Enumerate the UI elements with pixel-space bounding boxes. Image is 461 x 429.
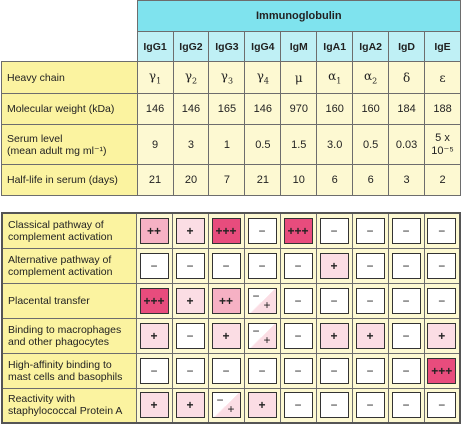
property-value-text: $\alpha_1$ — [328, 69, 342, 86]
indicator-symbol: − — [222, 363, 230, 378]
function-cell — [244, 248, 280, 283]
function-cell — [244, 353, 280, 388]
activity-indicator — [212, 218, 241, 244]
activity-indicator — [284, 358, 313, 384]
activity-indicator — [284, 253, 313, 279]
physical-properties-table — [1, 0, 461, 196]
isotype-header-iga1: IgA1 — [317, 32, 353, 62]
indicator-symbol: − — [294, 398, 302, 413]
property-value — [389, 165, 425, 196]
property-value — [173, 125, 209, 165]
activity-indicator — [392, 253, 421, 279]
function-cell — [424, 318, 460, 353]
property-value-text: 5 x 10⁻⁵ — [431, 132, 454, 157]
activity-indicator — [392, 323, 421, 349]
property-label-line2: (mean adult mg ml⁻¹) — [7, 144, 107, 157]
function-label-line1: Classical pathway of — [8, 218, 104, 231]
section-separator — [0, 205, 461, 210]
indicator-symbol: + — [222, 328, 230, 343]
activity-indicator — [176, 358, 205, 384]
subscript: 2 — [372, 76, 378, 86]
activity-indicator — [284, 288, 313, 314]
indicator-symbol: + — [366, 328, 374, 343]
function-label-line2: mast cells and basophils — [8, 370, 123, 383]
property-value-text: 6 — [331, 174, 338, 186]
activity-indicator — [320, 392, 349, 418]
function-cell — [352, 388, 388, 423]
property-value-text: 3 — [187, 138, 195, 151]
function-cell — [208, 388, 244, 423]
function-cell — [208, 353, 244, 388]
activity-indicator — [248, 392, 277, 418]
property-label — [2, 165, 138, 196]
function-cell — [352, 318, 388, 353]
property-value-text: 20 — [184, 174, 198, 186]
property-value-text: 0.03 — [395, 138, 418, 151]
property-value-text: ε — [439, 70, 446, 85]
activity-indicator — [212, 392, 241, 418]
function-cell — [424, 388, 460, 423]
function-cell — [136, 388, 172, 423]
function-cell — [316, 283, 352, 318]
function-cell — [352, 248, 388, 283]
isotype-header-igg3: IgG3 — [209, 32, 245, 62]
indicator-symbol: +++ — [215, 223, 237, 238]
property-value-text: 165 — [217, 103, 237, 115]
property-value — [317, 165, 353, 196]
indicator-symbol: − — [366, 223, 374, 238]
indicator-symbol: − — [438, 258, 446, 273]
function-cell — [172, 353, 208, 388]
indicator-symbol: + — [150, 328, 158, 343]
function-row — [2, 248, 460, 283]
indicator-symbol: − — [258, 258, 266, 273]
indicator-symbol-positive: + — [227, 402, 235, 417]
activity-indicator — [140, 358, 169, 384]
property-value-text: $\gamma_3$ — [220, 69, 234, 86]
activity-indicator — [176, 218, 205, 244]
function-cell — [316, 213, 352, 248]
isotype-header-igg2: IgG2 — [173, 32, 209, 62]
activity-indicator — [176, 253, 205, 279]
table-title: Immunoglobulin — [137, 1, 460, 32]
indicator-symbol: − — [186, 328, 194, 343]
indicator-symbol: − — [294, 258, 302, 273]
function-cell — [352, 353, 388, 388]
activity-indicator — [140, 392, 169, 418]
property-value-text: $\gamma_1$ — [148, 69, 162, 86]
function-cell — [424, 353, 460, 388]
indicator-symbol: − — [402, 293, 410, 308]
property-value-text: 188 — [433, 103, 452, 115]
function-cell — [352, 283, 388, 318]
property-value — [137, 165, 173, 196]
activity-indicator — [212, 288, 241, 314]
property-value-text: 146 — [145, 103, 165, 115]
property-value-text: $\gamma_4$ — [256, 69, 269, 86]
activity-indicator — [248, 323, 277, 349]
function-cell — [280, 248, 316, 283]
function-cell — [172, 248, 208, 283]
indicator-symbol: − — [366, 363, 374, 378]
function-row — [2, 318, 460, 353]
function-row — [2, 213, 460, 248]
property-value — [281, 125, 317, 165]
property-value — [389, 94, 425, 125]
function-cell — [136, 318, 172, 353]
function-cell — [136, 283, 172, 318]
subscript: 2 — [192, 76, 198, 86]
indicator-symbol: − — [150, 363, 158, 378]
isotype-header-iga2: IgA2 — [353, 32, 389, 62]
function-cell — [208, 318, 244, 353]
property-value — [281, 165, 317, 196]
property-value-text: 146 — [181, 103, 201, 115]
function-label-line2: complement activation — [8, 230, 113, 243]
activity-indicator — [176, 392, 205, 418]
activity-indicator — [320, 253, 349, 279]
property-value-text: 6 — [367, 174, 374, 186]
function-cell — [280, 213, 316, 248]
function-cell — [316, 318, 352, 353]
activity-indicator — [356, 218, 385, 244]
function-cell — [172, 213, 208, 248]
function-label — [2, 353, 136, 388]
property-value — [209, 165, 245, 196]
property-value — [353, 125, 389, 165]
isotype-header-igg4: IgG4 — [245, 32, 281, 62]
property-value-text: δ — [402, 70, 411, 85]
indicator-symbol: − — [330, 363, 338, 378]
activity-indicator — [427, 288, 456, 314]
property-label-text: Half-life in serum (days) — [7, 174, 118, 186]
property-row — [2, 165, 461, 196]
activity-indicator — [320, 323, 349, 349]
property-value-text: μ — [294, 70, 303, 85]
function-cell — [208, 283, 244, 318]
function-cell — [388, 388, 424, 423]
property-value-text: 146 — [253, 103, 273, 115]
function-cell — [244, 388, 280, 423]
function-cell — [136, 353, 172, 388]
indicator-symbol: − — [258, 363, 266, 378]
function-label-line1: Alternative pathway of — [8, 253, 112, 266]
function-cell — [280, 283, 316, 318]
indicator-symbol-negative: − — [216, 393, 224, 408]
activity-indicator — [356, 358, 385, 384]
isotype-header-igg1: IgG1 — [137, 32, 173, 62]
property-row — [2, 62, 461, 94]
property-value-text: 21 — [148, 174, 162, 186]
indicator-symbol-positive: + — [263, 297, 271, 312]
property-value-text: 0.5 — [362, 138, 379, 151]
indicator-symbol: + — [186, 223, 194, 238]
function-cell — [388, 353, 424, 388]
property-value-text: 3 — [403, 174, 410, 186]
property-value-text: 184 — [397, 103, 416, 115]
property-value — [173, 94, 209, 125]
subscript: 1 — [336, 76, 342, 86]
indicator-symbol: +++ — [143, 293, 165, 308]
property-value-text: 21 — [256, 174, 269, 186]
subscript: 4 — [263, 76, 269, 86]
property-value — [353, 165, 389, 196]
function-cell — [172, 388, 208, 423]
property-value — [425, 94, 461, 125]
property-value-text: 7 — [223, 174, 230, 186]
activity-indicator — [212, 253, 241, 279]
activity-indicator — [176, 288, 205, 314]
property-value — [245, 125, 281, 165]
property-value-text: 160 — [361, 103, 380, 115]
property-value-text: 10 — [292, 174, 305, 186]
indicator-symbol: + — [438, 328, 446, 343]
property-value — [245, 165, 281, 196]
property-value — [389, 62, 425, 94]
title-row — [2, 1, 461, 32]
activity-indicator — [356, 253, 385, 279]
indicator-symbol: − — [222, 258, 230, 273]
indicator-symbol: − — [438, 398, 446, 413]
function-cell — [388, 213, 424, 248]
indicator-symbol: − — [438, 223, 446, 238]
property-label — [2, 125, 138, 165]
indicator-symbol: ++ — [146, 223, 161, 238]
function-label-line2: and other phagocytes — [8, 335, 109, 348]
activity-indicator — [392, 218, 421, 244]
function-cell — [208, 248, 244, 283]
isotype-header-row — [2, 32, 461, 62]
activity-indicator — [284, 323, 313, 349]
indicator-symbol: +++ — [431, 363, 453, 378]
activity-indicator — [356, 288, 385, 314]
property-row — [2, 125, 461, 165]
isotype-header-ige: IgE — [425, 32, 461, 62]
property-value-text: $\alpha_2$ — [364, 69, 378, 86]
function-label-line1: Reactivity with — [8, 393, 76, 406]
property-value — [317, 125, 353, 165]
activity-indicator — [248, 253, 277, 279]
activity-indicator — [427, 218, 456, 244]
activity-indicator — [356, 392, 385, 418]
property-value — [209, 125, 245, 165]
function-label — [2, 248, 136, 283]
activity-indicator — [320, 218, 349, 244]
activity-indicator — [320, 288, 349, 314]
property-value — [281, 62, 317, 94]
activity-indicator — [212, 323, 241, 349]
property-label-text: Heavy chain — [7, 71, 65, 84]
function-cell — [424, 283, 460, 318]
property-value — [137, 62, 173, 94]
activity-indicator — [392, 288, 421, 314]
function-cell — [352, 213, 388, 248]
property-value — [173, 165, 209, 196]
property-value-text: 9 — [151, 138, 159, 151]
activity-indicator — [140, 288, 169, 314]
property-value-text: 1.5 — [291, 138, 307, 151]
indicator-symbol: − — [330, 398, 338, 413]
indicator-symbol: − — [186, 363, 194, 378]
function-cell — [424, 248, 460, 283]
property-value-text: 1 — [223, 138, 230, 151]
property-value — [425, 165, 461, 196]
function-cell — [136, 213, 172, 248]
property-label-line1: Serum level — [7, 132, 63, 145]
activity-indicator — [427, 358, 456, 384]
function-label — [2, 318, 136, 353]
activity-indicator — [284, 392, 313, 418]
property-value-text: $\gamma_2$ — [184, 69, 198, 86]
indicator-symbol-negative: − — [252, 323, 260, 338]
activity-indicator — [427, 323, 456, 349]
property-value — [209, 62, 245, 94]
activity-indicator — [176, 323, 205, 349]
function-label-line1: High-affinity binding to — [8, 358, 112, 371]
indicator-symbol: − — [186, 258, 194, 273]
indicator-symbol: + — [186, 398, 194, 413]
indicator-symbol: − — [366, 293, 374, 308]
indicator-symbol: − — [150, 258, 158, 273]
activity-indicator — [248, 358, 277, 384]
functional-properties-table — [1, 212, 461, 424]
activity-indicator — [140, 253, 169, 279]
indicator-symbol: − — [330, 293, 338, 308]
property-value — [425, 125, 461, 165]
function-row — [2, 353, 460, 388]
activity-indicator — [140, 218, 169, 244]
function-label — [2, 213, 136, 248]
property-label — [2, 94, 138, 125]
property-row — [2, 94, 461, 125]
function-cell — [136, 248, 172, 283]
property-value — [245, 94, 281, 125]
function-label-line2: complement activation — [8, 265, 113, 278]
indicator-symbol: − — [438, 293, 446, 308]
activity-indicator — [427, 253, 456, 279]
property-value-text: 160 — [325, 103, 344, 115]
function-label-line1: Binding to macrophages — [8, 323, 122, 336]
function-cell — [388, 248, 424, 283]
property-value-text: 0.5 — [255, 138, 271, 151]
indicator-symbol: − — [258, 223, 266, 238]
indicator-symbol: − — [294, 293, 302, 308]
activity-indicator — [140, 323, 169, 349]
subscript: 1 — [156, 76, 162, 86]
indicator-symbol: + — [258, 398, 266, 413]
property-value — [389, 125, 425, 165]
isotype-header-igm: IgM — [281, 32, 317, 62]
function-cell — [280, 353, 316, 388]
corner-blank — [2, 1, 138, 32]
indicator-symbol: − — [330, 223, 338, 238]
subscript: 3 — [227, 76, 234, 86]
indicator-symbol: + — [330, 258, 338, 273]
function-cell — [424, 213, 460, 248]
property-value-text: 970 — [289, 103, 308, 115]
activity-indicator — [392, 392, 421, 418]
property-value-text: 3.0 — [327, 138, 343, 151]
function-cell — [244, 213, 280, 248]
function-cell — [388, 283, 424, 318]
property-value — [173, 62, 209, 94]
indicator-symbol: − — [294, 363, 302, 378]
property-value — [137, 94, 173, 125]
indicator-symbol: + — [186, 293, 194, 308]
property-value — [353, 94, 389, 125]
function-cell — [172, 318, 208, 353]
indicator-symbol: − — [402, 223, 410, 238]
indicator-symbol: ++ — [218, 293, 233, 308]
indicator-symbol-negative: − — [252, 288, 260, 303]
function-cell — [316, 353, 352, 388]
activity-indicator — [320, 358, 349, 384]
indicator-symbol: − — [294, 328, 302, 343]
property-value — [137, 125, 173, 165]
function-label-line1: Placental transfer — [8, 294, 90, 307]
function-cell — [316, 388, 352, 423]
activity-indicator — [248, 288, 277, 314]
indicator-symbol: − — [402, 258, 410, 273]
function-cell — [280, 318, 316, 353]
indicator-symbol: − — [402, 328, 410, 343]
property-value — [245, 62, 281, 94]
property-value — [425, 62, 461, 94]
function-row — [2, 283, 460, 318]
property-value-text: 2 — [439, 174, 446, 186]
function-label — [2, 388, 136, 423]
property-value — [317, 94, 353, 125]
property-value — [209, 94, 245, 125]
activity-indicator — [284, 218, 313, 244]
function-cell — [388, 318, 424, 353]
indicator-symbol: − — [366, 258, 374, 273]
function-cell — [172, 283, 208, 318]
function-row — [2, 388, 460, 423]
function-cell — [316, 248, 352, 283]
function-cell — [280, 388, 316, 423]
indicator-symbol: + — [330, 328, 338, 343]
isotype-header-igd: IgD — [389, 32, 425, 62]
indicator-symbol: − — [402, 398, 410, 413]
indicator-symbol: − — [366, 398, 374, 413]
property-value — [353, 62, 389, 94]
function-label-line2: staphylococcal Protein A — [8, 405, 123, 418]
corner-blank — [2, 32, 138, 62]
property-label-text: Molecular weight (kDa) — [7, 103, 115, 115]
activity-indicator — [427, 392, 456, 418]
indicator-symbol: + — [150, 398, 158, 413]
function-cell — [244, 283, 280, 318]
function-label — [2, 283, 136, 318]
activity-indicator — [212, 358, 241, 384]
property-label — [2, 62, 138, 94]
activity-indicator — [356, 323, 385, 349]
indicator-symbol: − — [402, 363, 410, 378]
function-cell — [244, 318, 280, 353]
property-value — [317, 62, 353, 94]
indicator-symbol-positive: + — [263, 332, 271, 347]
property-value — [281, 94, 317, 125]
activity-indicator — [392, 358, 421, 384]
activity-indicator — [248, 218, 277, 244]
function-cell — [208, 213, 244, 248]
indicator-symbol: +++ — [287, 223, 309, 238]
